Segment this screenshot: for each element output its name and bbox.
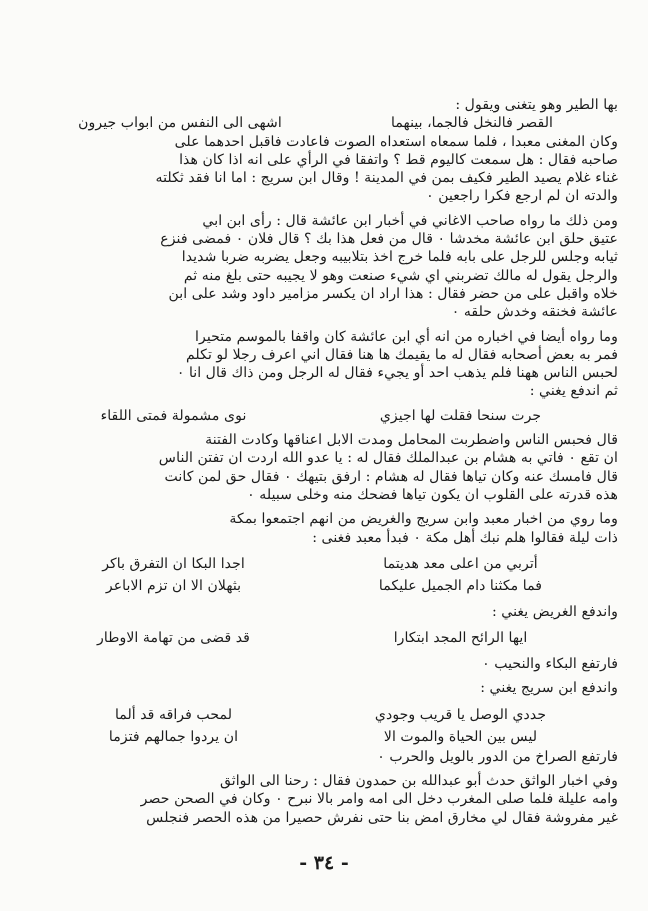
text-line: فمر به بعض أصحابه فقال له ما يقيمك ها هنا فقال اني اعرف رجلا لو تكلم <box>185 346 618 363</box>
verse-hemistich-second: قد قضى من تهامة الاوطار <box>97 630 250 647</box>
verse-hemistich-first: جددي الوصل يا قريب وجودي <box>374 706 547 723</box>
text-line: واندفع ابن سريج يغني : <box>480 680 618 697</box>
verse-hemistich-first: القصر فالنخل فالجما، بينهما <box>391 115 553 132</box>
text-line: هذه قدرته على القلوب ان يكون تياها فضحك منه وخلى سبيله ٠ <box>247 486 618 503</box>
verse-hemistich-first: فما مكثنا دام الجميل عليكما <box>378 577 543 594</box>
verse-hemistich-first: أتربي من اعلى معد هديتما <box>383 555 538 572</box>
text-line: والدته ان لم ارجع فكرا راجعين ٠ <box>426 188 618 205</box>
text-line: صاحبه فقال : هل سمعت كاليوم قط ؟ واتفقا في الرأي على انه اذا كان هذا <box>179 151 618 168</box>
text-line: واندفع الغريض يغني : <box>492 603 618 620</box>
verse-hemistich-second: ان يردوا جمالهم فتزما <box>108 728 239 745</box>
text-line: لحبس الناس ههنا فلم يذهب احد أو يجيء فقال له الرجل ومن ذاك قال انا ٠ <box>176 365 618 382</box>
text-line: وامه عليلة فلما صلى المغرب دخل الى امه وامر بالا نبرح ٠ وكان في الصحن حصر <box>140 791 618 808</box>
page-body <box>30 96 618 827</box>
text-line: وما روي من اخبار معبد وابن سريج والغريض من انهم اجتمعوا بمكة <box>229 511 618 528</box>
text-line: ثيابه وجلس للرجل على بابه فلما خرج اخذ بتلابيبه وجعل يضربه ضربا شديدا <box>181 249 618 266</box>
verse-hemistich-first: ليس بين الحياة والموت الا <box>383 728 538 745</box>
text-line: فارتفع البكاء والنحيب ٠ <box>482 656 618 673</box>
verse-hemistich-first: ايها الرائح المجد ابتكارا <box>393 630 528 647</box>
text-line: وفي اخبار الواثق حدث أبو عبدالله بن حمدون فقال : رحنا الى الواثق <box>219 773 618 790</box>
verse-line <box>30 407 618 425</box>
text-line: فارتفع الصراخ من الدور بالويل والحرب ٠ <box>377 748 618 765</box>
verse-hemistich-first: جرت سنحا فقلت لها اجيزي <box>379 407 542 424</box>
verse-line <box>30 553 618 575</box>
text-line: وما رواه أيضا في اخباره من انه أي ابن عائشة كان واقفا بالموسم متحيرا <box>195 328 618 345</box>
verse-hemistich-second: لمحب فراقه قد ألما <box>114 706 233 723</box>
page-number: - ٣٤ - <box>299 852 349 874</box>
verse-line <box>30 726 618 748</box>
verse-hemistich-second: بثهلان الا ان تزم الاباعر <box>105 577 242 594</box>
text-line: ذات ليلة فقالوا هلم نبك أهل مكة ٠ فبدأ معبد فغنى : <box>312 529 618 546</box>
text-line: خلاه واقبل على من حضر فقال : هذا اراد ان يكسر مزامير داود وشد على ابن <box>168 285 618 302</box>
verse-line <box>30 114 618 132</box>
verse-line <box>30 575 618 597</box>
text-line: ثم اندفع يغني : <box>529 383 618 400</box>
text-line: وكان المغنى معبدا ، فلما سمعاه استعداه الصوت فاعادت فاقبل احدهما على <box>174 133 618 150</box>
text-line: قال فامسك عنه وكان تياها فقال له هشام : ارفق بتيهك ٠ فقال حق لمن كانت <box>164 468 618 485</box>
verse-hemistich-second: نوى مشمولة فمتى اللقاء <box>100 407 247 424</box>
text-line: ان تقع ٠ فاتي به هشام بن عبدالملك فقال له : يا عدو الله اردت ان تفتن الناس <box>158 450 618 467</box>
text-line: غناء غلام يصيد الطير فكيف بمن في المدينة ! وقال ابن سريج : اما انا فقد ثكلته <box>155 170 618 187</box>
text-line: عائشة فخنقه وخدش حلقه ٠ <box>451 304 618 321</box>
text-line: قال فحبس الناس واضطربت المحامل ومدت الابل اعناقها وكادت الفتنة <box>205 432 618 449</box>
text-line: عتيق حلق ابن عائشة مخدشا ٠ قال من فعل هذا بك ؟ قال فلان ٠ فمضى فنزع <box>160 231 618 248</box>
text-line: والرجل يقول له مالك تضربني اي شيء صنعت وهو لا يجيبه حتى بلغ منه ثم <box>183 267 618 284</box>
verse-line <box>30 704 618 726</box>
text-line: غير مفروشة فقال لي مخارق امض بنا حتى نفرش حصيرا من هذه الحصر فنجلس <box>146 809 618 826</box>
verse-hemistich-second: اجدا البكا ان التفرق باكر <box>102 555 245 572</box>
verse-hemistich-second: اشهى الى النفس من ابواب جيرون <box>78 115 282 132</box>
text-line: بها الطير وهو يتغنى ويقول : <box>455 97 618 113</box>
text-line: ومن ذلك ما رواه صاحب الاغاني في أخبار ابن عائشة قال : رأى ابن ابي <box>202 212 618 229</box>
verse-line <box>30 627 618 649</box>
